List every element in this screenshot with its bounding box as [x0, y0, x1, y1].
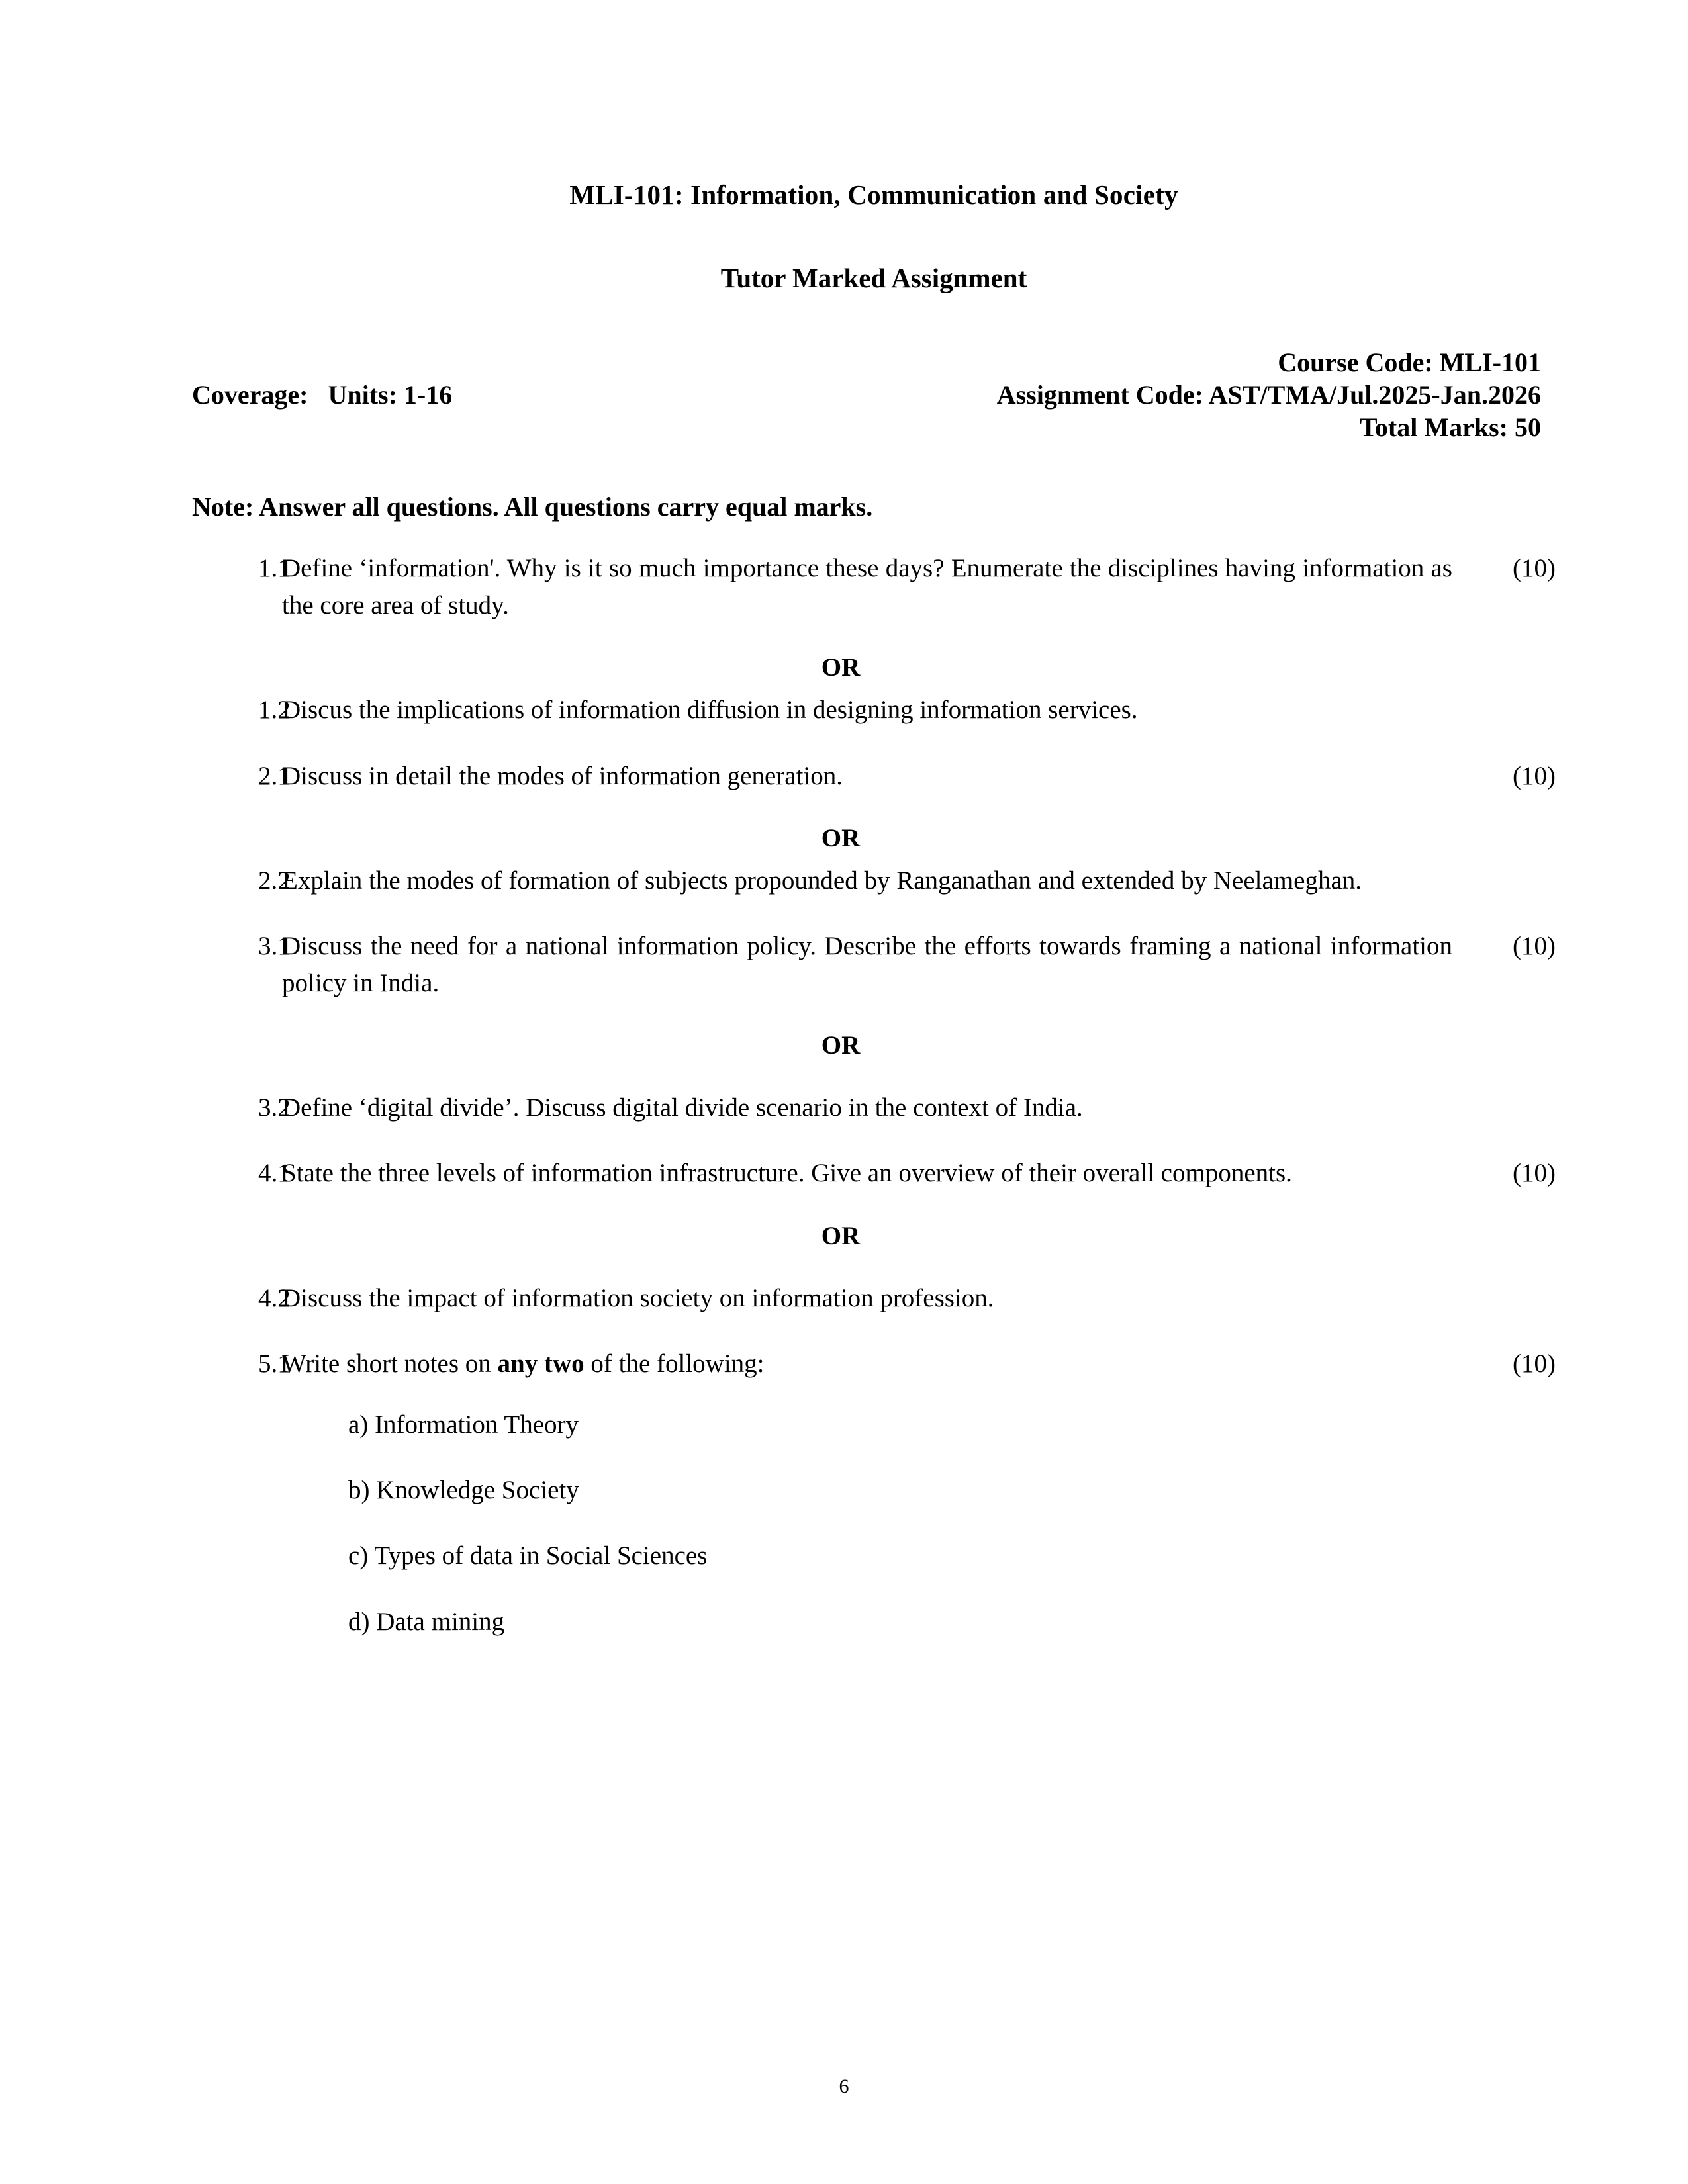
- list-item: a) Information Theory: [348, 1410, 579, 1439]
- question-marks: (10): [1513, 932, 1556, 961]
- question-number: 1.2: [258, 696, 291, 725]
- question-row: [192, 692, 1556, 728]
- question-marks: (10): [1513, 554, 1556, 583]
- list-item: d) Data mining: [348, 1607, 505, 1636]
- total-marks: Total Marks: 50: [1359, 412, 1541, 442]
- question-row: [192, 1280, 1556, 1316]
- question-row: [192, 928, 1556, 1001]
- page-number: 6: [839, 2075, 849, 2097]
- question-number: 5.1: [258, 1349, 291, 1379]
- question-marks: (10): [1513, 1159, 1556, 1188]
- question-number: 4.1: [258, 1159, 291, 1188]
- question-number: 2.2: [258, 866, 291, 895]
- question-text: Define ‘digital divide’. Discuss digital divide scenario in the context of India.: [282, 1093, 1083, 1122]
- question-text: State the three levels of information infrastructure. Give an overview of their overall components.: [282, 1159, 1292, 1188]
- meta-block: [192, 347, 1556, 443]
- page-subtitle: Tutor Marked Assignment: [720, 263, 1027, 293]
- question-number: 3.1: [258, 932, 291, 961]
- question-text-emphasis: any two: [497, 1349, 585, 1379]
- question-number: 1.1: [258, 554, 291, 583]
- question-row: [192, 1089, 1556, 1126]
- question-number: 2.1: [258, 761, 291, 790]
- question-text: Discuss in detail the modes of information generation.: [282, 761, 843, 790]
- question-marks: (10): [1513, 1349, 1556, 1379]
- question-text: Explain the modes of formation of subjects propounded by Ranganathan and extended by Neelameghan.: [282, 866, 1362, 895]
- question-row: [192, 758, 1556, 794]
- question-text-suffix: of the following:: [584, 1349, 765, 1379]
- question-row: [192, 1155, 1556, 1191]
- or-separator: OR: [821, 1221, 861, 1250]
- question-text: [282, 1345, 1470, 1382]
- list-item: b) Knowledge Society: [348, 1475, 579, 1504]
- question-row: [192, 1345, 1556, 1382]
- question-number: 4.2: [258, 1283, 291, 1312]
- coverage-units: Coverage: Units: 1-16: [192, 380, 453, 410]
- short-notes-list: [192, 1406, 1556, 1641]
- question-row: [192, 550, 1556, 623]
- title-spacer: [192, 210, 1556, 262]
- instructions-note: Note: Answer all questions. All questions carry equal marks.: [192, 492, 873, 522]
- question-text: Define ‘information'. Why is it so much importance these days? Enumerate the disciplines having information as the core area of study.: [282, 554, 1452, 619]
- question-number: 3.2: [258, 1093, 291, 1122]
- question-text-prefix: Write short notes on: [282, 1349, 498, 1379]
- question-text: Discuss the impact of information society on information profession.: [282, 1283, 994, 1312]
- question-row: [192, 862, 1556, 899]
- question-text: Discuss the need for a national information policy. Describe the efforts towards framing a national information policy in India.: [282, 932, 1452, 997]
- list-item: c) Types of data in Social Sciences: [348, 1541, 708, 1570]
- question-text: Discus the implications of information diffusion in designing information services.: [282, 696, 1138, 725]
- or-separator: OR: [821, 653, 861, 682]
- question-list: [192, 550, 1556, 1640]
- course-code: Course Code: MLI-101: [1278, 347, 1541, 377]
- page-title: MLI-101: Information, Communication and Society: [569, 179, 1178, 210]
- assignment-code: Assignment Code: AST/TMA/Jul.2025-Jan.2026: [996, 379, 1541, 410]
- or-separator: OR: [821, 1031, 861, 1060]
- or-separator: OR: [821, 823, 861, 852]
- question-marks: (10): [1513, 761, 1556, 790]
